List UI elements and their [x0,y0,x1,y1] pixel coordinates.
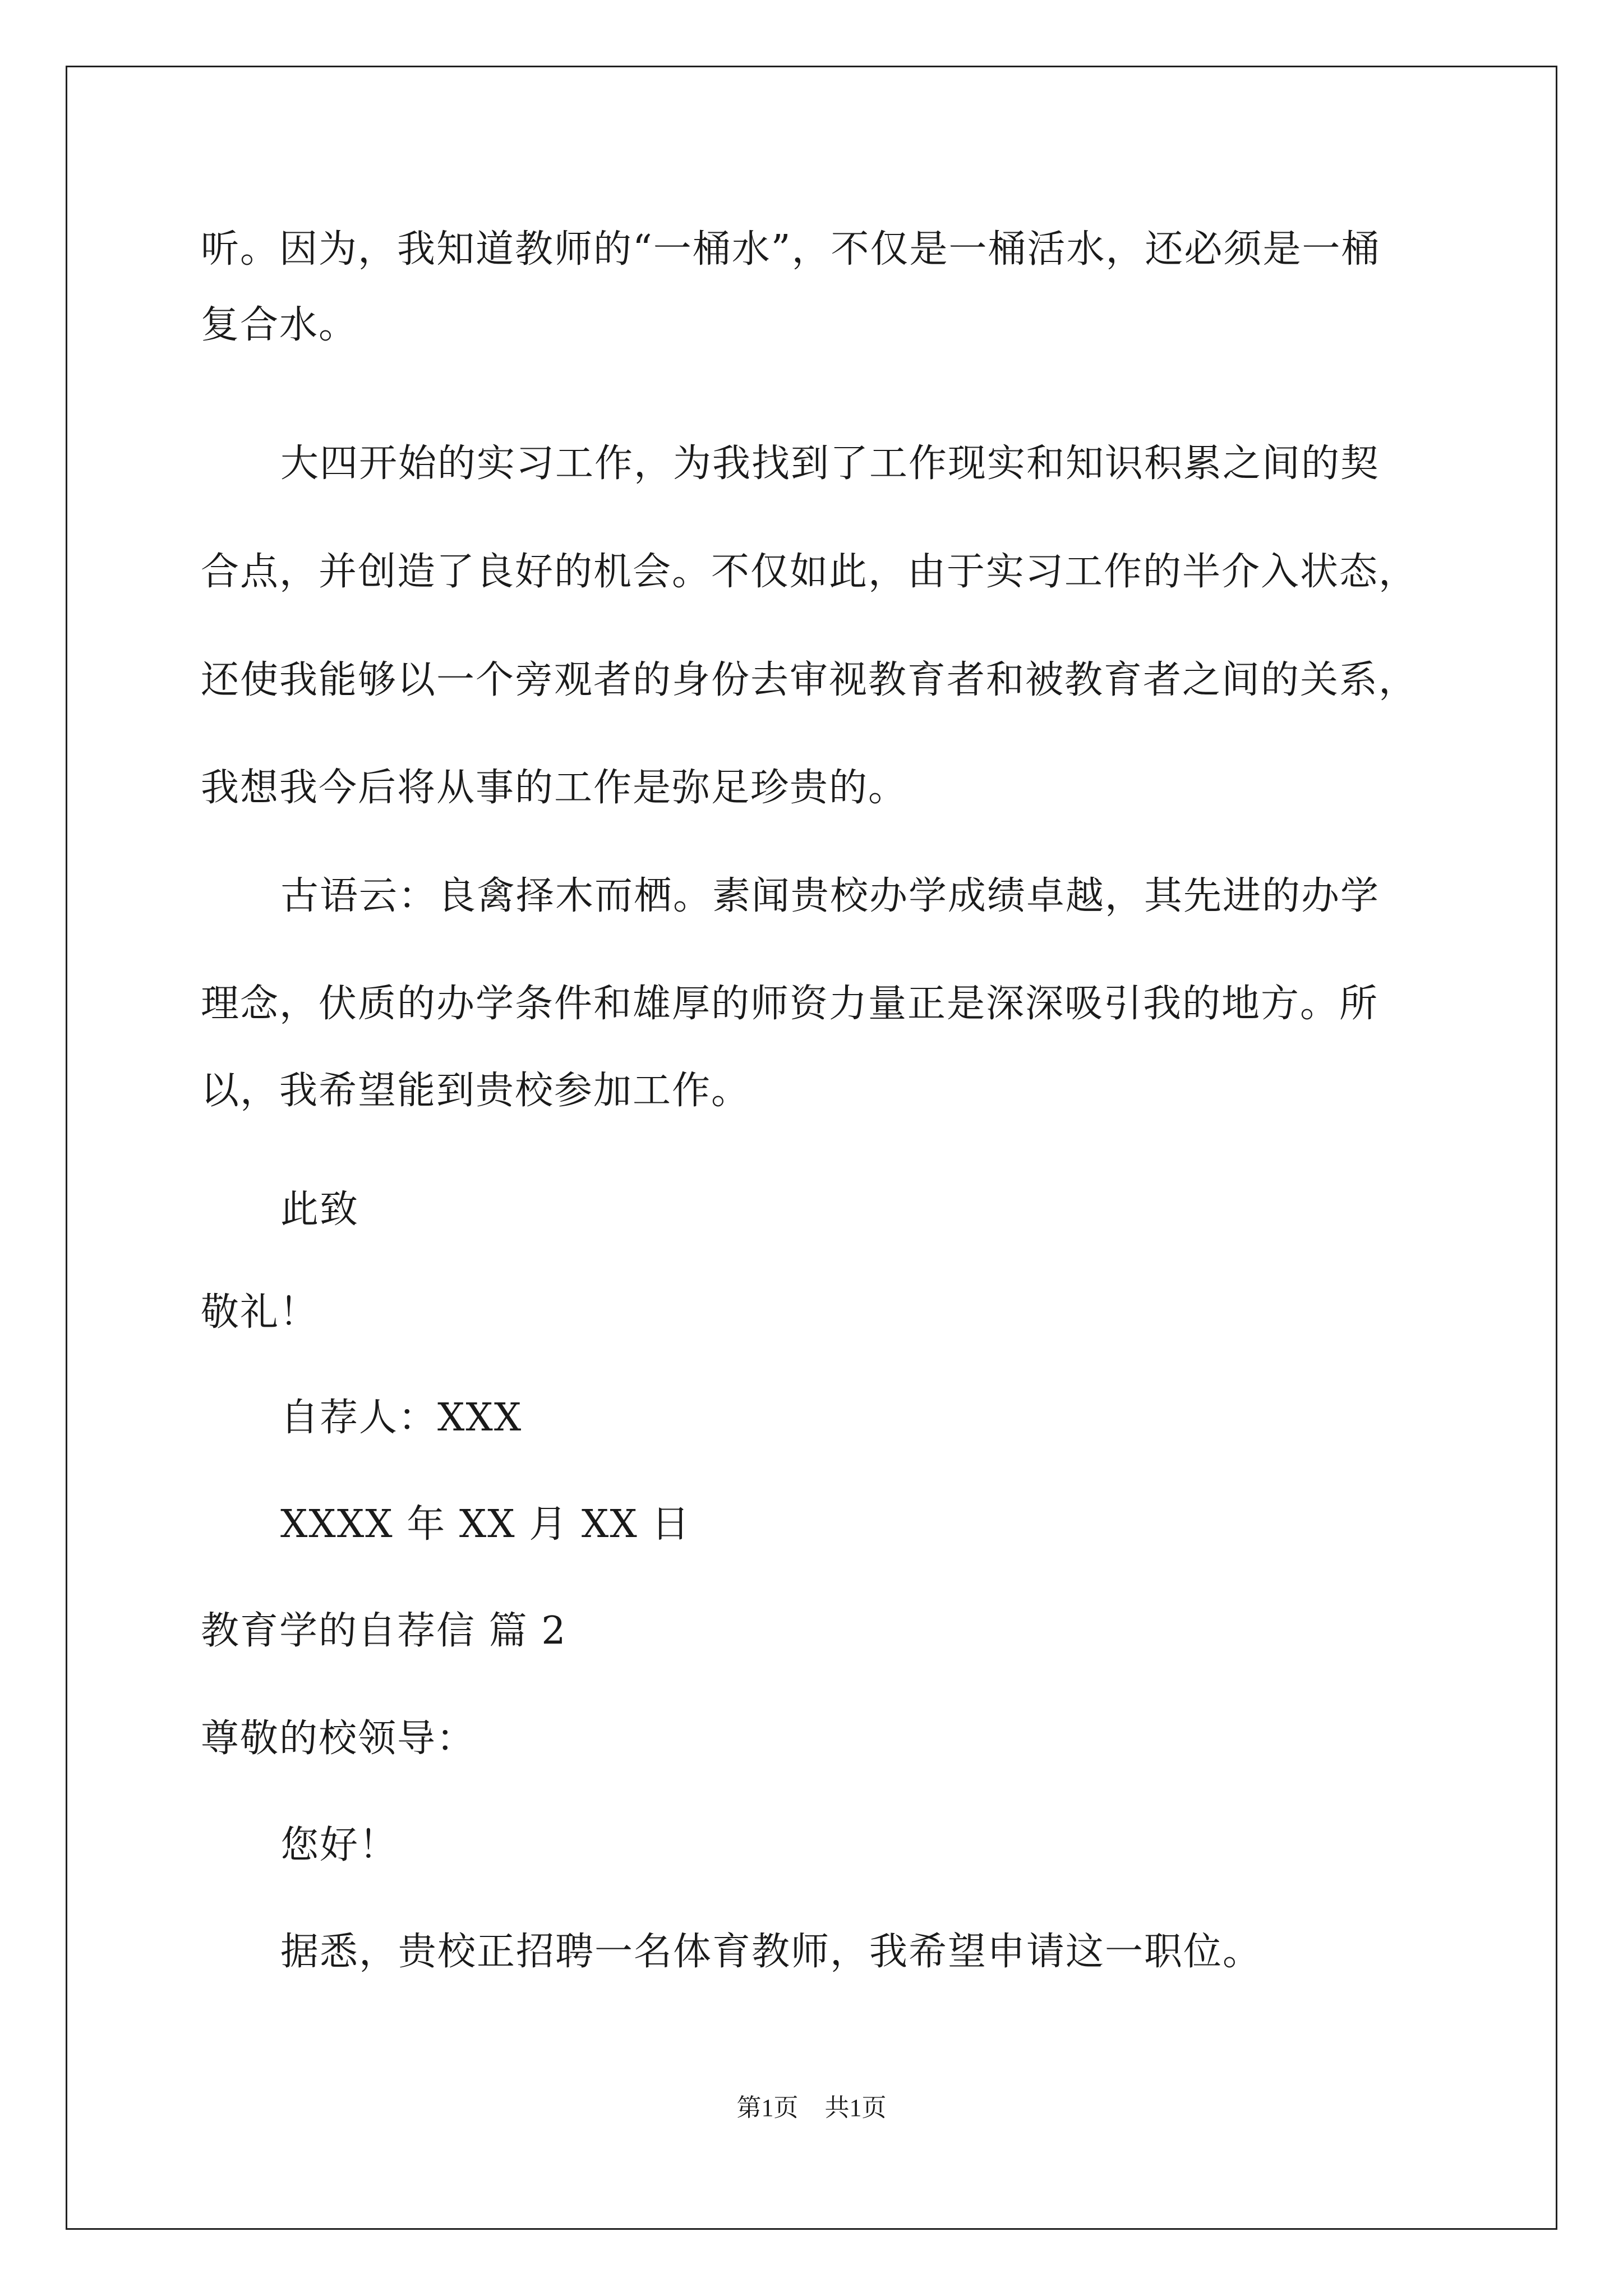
body-line-1: 听。因为，我知道教师的“一桶水”，不仅是一桶活水，还必须是一桶 [201,227,1381,272]
body-line-2: 复合水。 [201,303,358,347]
paragraph-proverb-line-3: 以，我希望能到贵校参加工作。 [201,1069,751,1113]
signature-line: 自荐人：XXX [280,1396,523,1440]
page-border [66,66,1557,2230]
date-line: XXXX 年 XX 月 XX 日 [280,1502,691,1547]
application-line: 据悉，贵校正招聘一名体育教师，我希望申请这一职位。 [280,1930,1262,1974]
paragraph-internship-line-1: 大四开始的实习工作，为我找到了工作现实和知识积累之间的契 [280,441,1380,486]
greeting-hello: 您好！ [280,1823,399,1867]
paragraph-proverb-line-2: 理念，伏质的办学条件和雄厚的师资力量正是深深吸引我的地方。所 [201,982,1379,1026]
section-heading: 教育学的自荐信 篇 2 [201,1609,567,1653]
paragraph-internship-line-2: 合点，并创造了良好的机会。不仅如此，由于实习工作的半介入状态， [201,550,1418,594]
paragraph-internship-line-3: 还使我能够以一个旁观者的身份去审视教育者和被教育者之间的关系， [201,658,1418,702]
greeting-recipient: 尊敬的校领导： [201,1717,476,1761]
paragraph-internship-line-4: 我想我今后将从事的工作是弥足珍贵的。 [201,766,908,810]
page-footer [0,2091,1623,2125]
page-number-total: 共1页 [824,2094,887,2122]
paragraph-proverb-line-1: 古语云：良禽择木而栖。素闻贵校办学成绩卓越，其先进的办学 [280,874,1380,918]
closing-respect: 敬礼！ [201,1290,319,1335]
page-number-current: 第1页 [736,2094,799,2122]
closing-salutation: 此致 [280,1188,359,1232]
